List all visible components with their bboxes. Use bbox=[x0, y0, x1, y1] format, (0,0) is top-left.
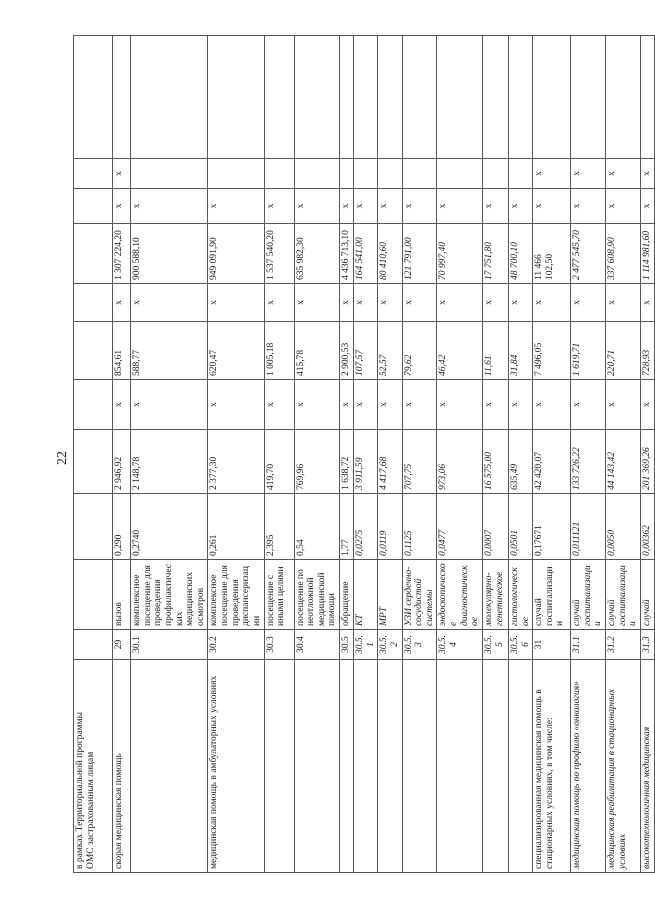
row-c7-cell: 107,57 bbox=[354, 322, 378, 380]
row-c10-cell: х bbox=[571, 189, 606, 224]
row-c9-cell: 2 477 545,70 bbox=[571, 224, 606, 284]
row-c9-cell: 635 982,30 bbox=[294, 224, 340, 284]
row-c8-cell: х bbox=[131, 284, 208, 322]
row-cost-cell: 3 911,59 bbox=[354, 430, 378, 494]
row-name-cell: высокотехнологичная медицинская bbox=[640, 660, 654, 873]
header-label-line: ОМС застрахованным лицам bbox=[85, 751, 96, 869]
row-c7-cell: 7 496,05 bbox=[533, 322, 571, 380]
funding-table bbox=[73, 35, 655, 873]
row-c6-cell: х bbox=[131, 380, 208, 430]
row-cost-cell: 2 377,30 bbox=[208, 430, 264, 494]
row-c10-cell: х bbox=[378, 189, 402, 224]
row-name-cell bbox=[378, 660, 402, 873]
row-c10-cell: х bbox=[533, 189, 571, 224]
row-c7-cell: 728,93 bbox=[640, 322, 654, 380]
row-c9-cell: 1 307 224,20 bbox=[113, 224, 131, 284]
row-norm-cell: 0,290 bbox=[113, 494, 131, 560]
row-cost-cell: 133 726,22 bbox=[571, 430, 606, 494]
row-norm-cell: 0,0275 bbox=[354, 494, 378, 560]
table-row bbox=[437, 36, 483, 873]
row-c9-cell: 11 466 102,50 bbox=[533, 224, 571, 284]
row-c8-cell: х bbox=[340, 284, 354, 322]
row-c9-cell: 80 410,60 bbox=[378, 224, 402, 284]
row-code-cell: 30.5.1 bbox=[354, 630, 378, 660]
row-c7-cell: 220,71 bbox=[606, 322, 641, 380]
row-c11-cell bbox=[131, 159, 208, 189]
table-cell bbox=[508, 36, 532, 159]
row-c9-cell: 1 537 540,20 bbox=[264, 224, 294, 284]
row-c10-cell: х bbox=[402, 189, 437, 224]
row-c6-cell: х bbox=[294, 380, 340, 430]
row-unit-cell: случай госпитализации bbox=[606, 560, 641, 630]
row-norm-cell: 0,261 bbox=[208, 494, 264, 560]
row-cost-cell: 769,96 bbox=[294, 430, 340, 494]
row-code-cell: 30.1 bbox=[131, 630, 208, 660]
row-norm-cell: 0,17671 bbox=[533, 494, 571, 560]
row-unit-cell: МРТ bbox=[378, 560, 402, 630]
row-c8-cell: х bbox=[294, 284, 340, 322]
table-cell bbox=[74, 322, 113, 380]
row-c9-cell: 4 436 713,10 bbox=[340, 224, 354, 284]
row-c7-cell: 854,61 bbox=[113, 322, 131, 380]
row-name-cell: скорая медицинская помощь bbox=[113, 660, 131, 873]
row-cost-cell: 2 946,92 bbox=[113, 430, 131, 494]
row-c6-cell: х bbox=[402, 380, 437, 430]
row-code-cell: 30.2 bbox=[208, 630, 264, 660]
row-code-cell: 30.4 bbox=[294, 630, 340, 660]
rotated-table-container bbox=[73, 35, 652, 873]
row-norm-cell: 1,77 bbox=[340, 494, 354, 560]
row-c7-cell: 11,61 bbox=[482, 322, 508, 380]
table-cell bbox=[74, 189, 113, 224]
row-cost-cell: 16 575,00 bbox=[482, 430, 508, 494]
row-norm-cell: 0,54 bbox=[294, 494, 340, 560]
row-c6-cell: х bbox=[640, 380, 654, 430]
table-cell bbox=[131, 36, 208, 159]
row-c10-cell: х bbox=[482, 189, 508, 224]
row-code-cell: 31.3 bbox=[640, 630, 654, 660]
row-c10-cell: х bbox=[113, 189, 131, 224]
row-c10-cell: х bbox=[264, 189, 294, 224]
row-c7-cell: 1 619,71 bbox=[571, 322, 606, 380]
row-c8-cell: х bbox=[640, 284, 654, 322]
row-c8-cell: х bbox=[402, 284, 437, 322]
row-c7-cell: 79,62 bbox=[402, 322, 437, 380]
row-c8-cell: х bbox=[264, 284, 294, 322]
table-cell bbox=[74, 159, 113, 189]
table-cell bbox=[74, 284, 113, 322]
row-name-cell bbox=[264, 660, 294, 873]
row-c9-cell: 70 997,40 bbox=[437, 224, 483, 284]
row-c8-cell: х bbox=[508, 284, 532, 322]
table-row bbox=[340, 36, 354, 873]
row-cost-cell: 201 369,26 bbox=[640, 430, 654, 494]
row-norm-cell: 0,0050 bbox=[606, 494, 641, 560]
row-unit-cell: случай bbox=[640, 560, 654, 630]
row-cost-cell: 4 417,68 bbox=[378, 430, 402, 494]
row-name-cell: медицинская помощь в амбулаторных условиях bbox=[208, 660, 264, 873]
row-c6-cell: х bbox=[113, 380, 131, 430]
row-norm-cell: 0,0501 bbox=[508, 494, 532, 560]
row-code-cell: 30.5.5 bbox=[482, 630, 508, 660]
table-cell bbox=[264, 36, 294, 159]
row-c6-cell: х bbox=[264, 380, 294, 430]
row-cost-cell: 1 638,72 bbox=[340, 430, 354, 494]
table-row bbox=[264, 36, 294, 873]
row-norm-cell: 0,00362 bbox=[640, 494, 654, 560]
table-body bbox=[74, 36, 655, 873]
row-cost-cell: 635,49 bbox=[508, 430, 532, 494]
row-c10-cell: х bbox=[606, 189, 641, 224]
table-header-row bbox=[74, 36, 113, 873]
row-c6-cell: х bbox=[571, 380, 606, 430]
row-c11-cell: х bbox=[640, 159, 654, 189]
row-c8-cell: х bbox=[606, 284, 641, 322]
row-c10-cell: х bbox=[131, 189, 208, 224]
row-c6-cell: х bbox=[533, 380, 571, 430]
table-cell bbox=[378, 36, 402, 159]
row-name-cell bbox=[294, 660, 340, 873]
row-unit-cell: посещение с иными целями bbox=[264, 560, 294, 630]
table-cell bbox=[294, 36, 340, 159]
row-unit-cell: случай госпитализации bbox=[571, 560, 606, 630]
header-label-line: в рамках Территориальной программы bbox=[75, 711, 85, 869]
row-c10-cell: х bbox=[208, 189, 264, 224]
row-c8-cell: х bbox=[208, 284, 264, 322]
row-c11-cell bbox=[508, 159, 532, 189]
row-c10-cell: х bbox=[340, 189, 354, 224]
table-cell bbox=[340, 36, 354, 159]
row-c8-cell: х bbox=[437, 284, 483, 322]
row-unit-cell: УЗИ сердечно-сосудистой системы bbox=[402, 560, 437, 630]
row-c7-cell: 46,42 bbox=[437, 322, 483, 380]
row-c10-cell: х bbox=[640, 189, 654, 224]
row-c7-cell: 588,77 bbox=[131, 322, 208, 380]
row-c9-cell: 949 091,90 bbox=[208, 224, 264, 284]
row-c6-cell: х bbox=[606, 380, 641, 430]
table-cell bbox=[113, 36, 131, 159]
row-name-cell bbox=[437, 660, 483, 873]
table-cell bbox=[571, 36, 606, 159]
row-c6-cell: х bbox=[437, 380, 483, 430]
row-name-cell bbox=[354, 660, 378, 873]
row-name-cell bbox=[482, 660, 508, 873]
row-c6-cell: х bbox=[340, 380, 354, 430]
row-c7-cell: 2 900,53 bbox=[340, 322, 354, 380]
row-c6-cell: х bbox=[208, 380, 264, 430]
table-row bbox=[640, 36, 654, 873]
table-cell bbox=[208, 36, 264, 159]
row-c11-cell bbox=[208, 159, 264, 189]
table-cell bbox=[354, 36, 378, 159]
table-cell bbox=[533, 36, 571, 159]
row-c9-cell: 17 751,80 bbox=[482, 224, 508, 284]
table-row bbox=[354, 36, 378, 873]
row-c8-cell: х bbox=[533, 284, 571, 322]
row-c11-cell bbox=[294, 159, 340, 189]
row-norm-cell: 0,0119 bbox=[378, 494, 402, 560]
row-c8-cell: х bbox=[482, 284, 508, 322]
row-unit-cell: вызов bbox=[113, 560, 131, 630]
row-unit-cell: КТ bbox=[354, 560, 378, 630]
row-unit-cell: комплексное посещение для проведения профилактических медицинских осмотров bbox=[131, 560, 208, 630]
row-code-cell: 31.2 bbox=[606, 630, 641, 660]
row-c11-cell bbox=[378, 159, 402, 189]
row-c10-cell: х bbox=[437, 189, 483, 224]
header-label-cell bbox=[74, 660, 113, 873]
row-cost-cell: 44 143,42 bbox=[606, 430, 641, 494]
row-c6-cell: х bbox=[354, 380, 378, 430]
row-c10-cell: х bbox=[294, 189, 340, 224]
row-c7-cell: 1 005,18 bbox=[264, 322, 294, 380]
row-unit-cell: обращение bbox=[340, 560, 354, 630]
row-name-cell bbox=[508, 660, 532, 873]
table-row bbox=[571, 36, 606, 873]
row-c6-cell: х bbox=[508, 380, 532, 430]
row-name-cell: медицинская реабилитация в стационарных условиях bbox=[606, 660, 641, 873]
table-cell bbox=[482, 36, 508, 159]
row-unit-cell: посещение по неотложной медицинской помощи bbox=[294, 560, 340, 630]
row-c8-cell: х bbox=[378, 284, 402, 322]
row-name-cell bbox=[131, 660, 208, 873]
row-c9-cell: 48 700,10 bbox=[508, 224, 532, 284]
row-c11-cell: х bbox=[533, 159, 571, 189]
table-row bbox=[208, 36, 264, 873]
table-cell bbox=[606, 36, 641, 159]
row-unit-cell: комплексное посещение для проведения диспансеризации bbox=[208, 560, 264, 630]
row-name-cell: медицинская помощь по профилю «онкология» bbox=[571, 660, 606, 873]
table-row bbox=[113, 36, 131, 873]
row-unit-cell: гистологическое bbox=[508, 560, 532, 630]
table-cell bbox=[74, 630, 113, 660]
row-cost-cell: 419,70 bbox=[264, 430, 294, 494]
row-c11-cell bbox=[437, 159, 483, 189]
table-row bbox=[294, 36, 340, 873]
table-cell bbox=[74, 430, 113, 494]
row-cost-cell: 2 148,78 bbox=[131, 430, 208, 494]
row-c7-cell: 31,84 bbox=[508, 322, 532, 380]
row-cost-cell: 973,06 bbox=[437, 430, 483, 494]
table-cell bbox=[74, 560, 113, 630]
row-c7-cell: 620,47 bbox=[208, 322, 264, 380]
row-norm-cell: 0,0477 bbox=[437, 494, 483, 560]
row-code-cell: 30.3 bbox=[264, 630, 294, 660]
row-cost-cell: 707,75 bbox=[402, 430, 437, 494]
row-c10-cell: х bbox=[508, 189, 532, 224]
row-c9-cell: 900 588,10 bbox=[131, 224, 208, 284]
row-norm-cell: 0,0007 bbox=[482, 494, 508, 560]
row-code-cell: 30.5.3 bbox=[402, 630, 437, 660]
row-unit-cell: случай госпитализации bbox=[533, 560, 571, 630]
row-c9-cell: 121 791,00 bbox=[402, 224, 437, 284]
row-unit-cell: молекулярно-генетическое bbox=[482, 560, 508, 630]
row-c11-cell bbox=[482, 159, 508, 189]
row-norm-cell: 0,1125 bbox=[402, 494, 437, 560]
row-code-cell: 30.5.4 bbox=[437, 630, 483, 660]
table-cell bbox=[437, 36, 483, 159]
row-c9-cell: 164 541,00 bbox=[354, 224, 378, 284]
row-c11-cell: х bbox=[606, 159, 641, 189]
row-name-cell bbox=[340, 660, 354, 873]
row-c8-cell: х bbox=[354, 284, 378, 322]
row-c8-cell: х bbox=[113, 284, 131, 322]
row-c11-cell: х bbox=[571, 159, 606, 189]
table-row bbox=[606, 36, 641, 873]
row-code-cell: 29 bbox=[113, 630, 131, 660]
row-c9-cell: 1 114 981,60 bbox=[640, 224, 654, 284]
table-cell bbox=[402, 36, 437, 159]
row-cost-cell: 42 420,07 bbox=[533, 430, 571, 494]
row-c7-cell: 415,78 bbox=[294, 322, 340, 380]
row-c9-cell: 337 608,90 bbox=[606, 224, 641, 284]
row-c6-cell: х bbox=[378, 380, 402, 430]
row-c11-cell bbox=[264, 159, 294, 189]
row-c10-cell: х bbox=[354, 189, 378, 224]
table-row bbox=[402, 36, 437, 873]
row-c7-cell: 52,57 bbox=[378, 322, 402, 380]
row-norm-cell: 0,2740 bbox=[131, 494, 208, 560]
table-cell bbox=[74, 36, 113, 159]
row-norm-cell: 0,011121 bbox=[571, 494, 606, 560]
table-cell bbox=[74, 380, 113, 430]
row-code-cell: 31 bbox=[533, 630, 571, 660]
row-norm-cell: 2,395 bbox=[264, 494, 294, 560]
row-c8-cell: х bbox=[571, 284, 606, 322]
row-code-cell: 31.1 bbox=[571, 630, 606, 660]
table-row bbox=[533, 36, 571, 873]
row-code-cell: 30.5.2 bbox=[378, 630, 402, 660]
row-c11-cell: х bbox=[113, 159, 131, 189]
row-c6-cell: х bbox=[482, 380, 508, 430]
table-cell bbox=[74, 224, 113, 284]
table-cell bbox=[74, 494, 113, 560]
row-c11-cell bbox=[340, 159, 354, 189]
table-row bbox=[482, 36, 508, 873]
row-name-cell bbox=[402, 660, 437, 873]
table-row bbox=[131, 36, 208, 873]
row-c11-cell bbox=[354, 159, 378, 189]
page-number: 22 bbox=[55, 451, 70, 465]
row-unit-cell: эндоскопическое диагностическое bbox=[437, 560, 483, 630]
table-row bbox=[508, 36, 532, 873]
row-name-cell: специализированная медицинская помощь в стационарных условиях, в том числе: bbox=[533, 660, 571, 873]
row-code-cell: 30.5.6 bbox=[508, 630, 532, 660]
row-c11-cell bbox=[402, 159, 437, 189]
table-row bbox=[378, 36, 402, 873]
table-cell bbox=[640, 36, 654, 159]
row-code-cell: 30.5 bbox=[340, 630, 354, 660]
